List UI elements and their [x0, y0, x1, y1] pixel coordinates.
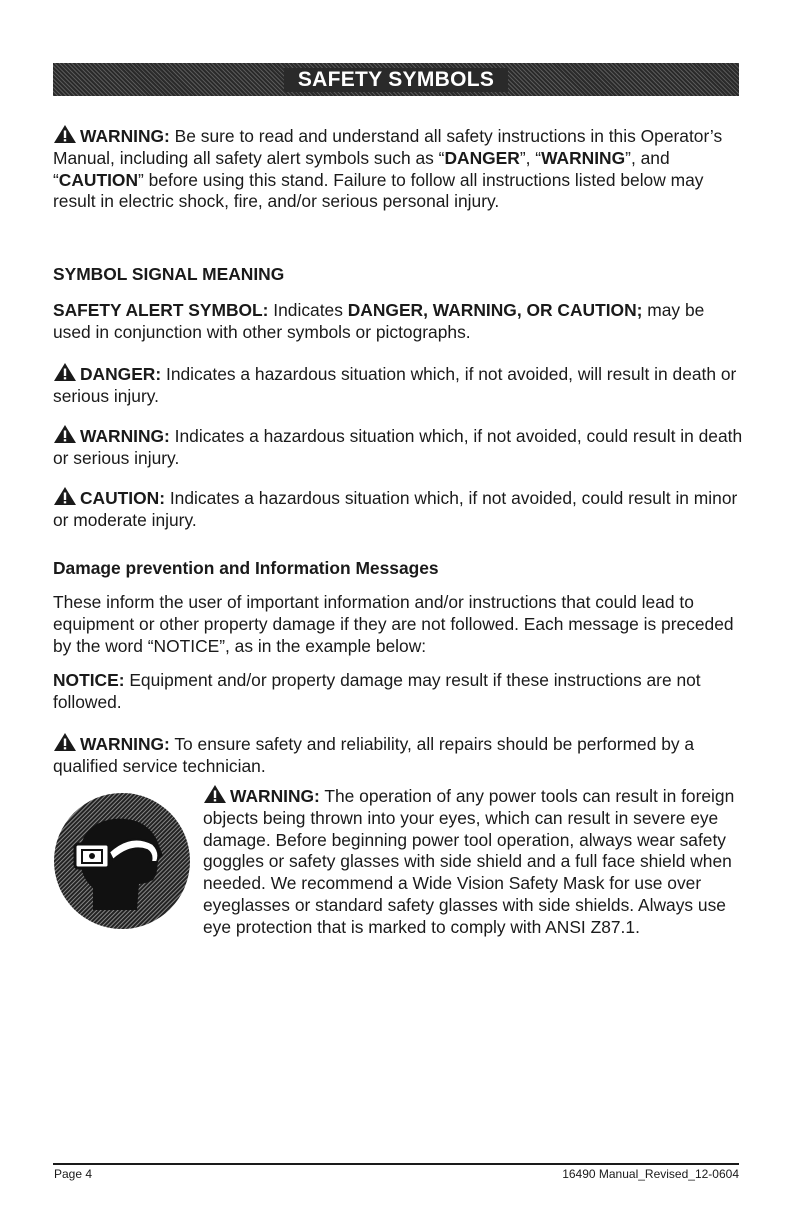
- warning-triangle-icon: [53, 732, 77, 752]
- caution-entry: [53, 486, 743, 532]
- danger-term: DANGER: [444, 147, 520, 168]
- warning-label: WARNING:: [80, 126, 170, 146]
- intro-text: ”, “: [519, 147, 542, 168]
- notice-entry: [53, 670, 743, 714]
- warning-label: WARNING:: [80, 734, 170, 754]
- danger-entry: [53, 362, 743, 408]
- danger-text: Indicates a hazardous situation which, if not avoided, will result in death or serious injury.: [53, 364, 737, 406]
- intro-warning: [53, 124, 743, 213]
- damage-prevention-heading: Damage prevention and Information Messages: [53, 558, 439, 578]
- eye-protection-warning: [203, 784, 743, 939]
- repair-text: To ensure safety and reliability, all repairs should be performed by a qualified service technician.: [53, 734, 695, 776]
- notice-label: NOTICE:: [53, 670, 125, 690]
- warning-label: WARNING:: [80, 426, 170, 446]
- warning-triangle-icon: [53, 124, 77, 144]
- symbol-signal-heading: SYMBOL SIGNAL MEANING: [53, 264, 285, 284]
- warning-text: Indicates a hazardous situation which, if not avoided, could result in death or serious injury.: [53, 426, 743, 468]
- document-id: 16490 Manual_Revised_12-0604: [562, 1167, 739, 1181]
- warning-triangle-icon: [53, 362, 77, 382]
- signal-words: DANGER, WARNING, OR CAUTION;: [347, 300, 643, 320]
- safety-alert-text: Indicates: [268, 300, 348, 320]
- section-title: SAFETY SYMBOLS: [284, 68, 508, 92]
- safety-alert-entry: [53, 300, 743, 344]
- warning-term: WARNING: [541, 147, 626, 168]
- eye-protection-text: The operation of any power tools can result in foreign objects being thrown into your eyes, which can result in severe eye damage. Before beginning power tool operation, always wear safety goggles or safety glasses with side shield and a full face shield when needed. We recommend a Wide Vision Safety Mask for use over eyeglasses or standard safety glasses with side shields. Always use eye protection that is marked to comply with ANSI Z87.1.: [203, 786, 735, 937]
- repair-warning: [53, 732, 743, 778]
- damage-prevention-text: These inform the user of important information and/or instructions that could lead to equipment or other property damage if they are not followed. Each message is preceded by the word “NOTICE”, as in the example below:: [53, 592, 734, 656]
- footer-rule: [53, 1163, 739, 1165]
- intro-text: Be sure to read and understand all safety instructions in this Operator’s Manual, including all safety alert symbols such as “: [53, 126, 723, 168]
- safety-alert-label: SAFETY ALERT SYMBOL:: [53, 300, 269, 320]
- warning-triangle-icon: [53, 424, 77, 444]
- warning-triangle-icon: [203, 784, 227, 804]
- section-banner: [53, 63, 739, 96]
- warning-entry: [53, 424, 743, 470]
- intro-text: ” before using this stand. Failure to follow all instructions listed below may result in electric shock, fire, and/or serious personal injury.: [53, 169, 704, 212]
- warning-triangle-icon: [53, 486, 77, 506]
- warning-label: WARNING:: [230, 786, 320, 806]
- page-number: Page 4: [54, 1167, 93, 1181]
- caution-text: Indicates a hazardous situation which, if not avoided, could result in minor or moderate injury.: [53, 488, 738, 530]
- eye-protection-icon: [53, 792, 191, 930]
- intro-text: ”, and “: [53, 147, 670, 190]
- safety-alert-text: may be used in conjunction with other symbols or pictographs.: [53, 300, 705, 342]
- caution-term: CAUTION: [58, 169, 139, 190]
- notice-text: Equipment and/or property damage may result if these instructions are not followed.: [53, 670, 701, 712]
- caution-label: CAUTION:: [80, 488, 166, 508]
- danger-label: DANGER:: [80, 364, 162, 384]
